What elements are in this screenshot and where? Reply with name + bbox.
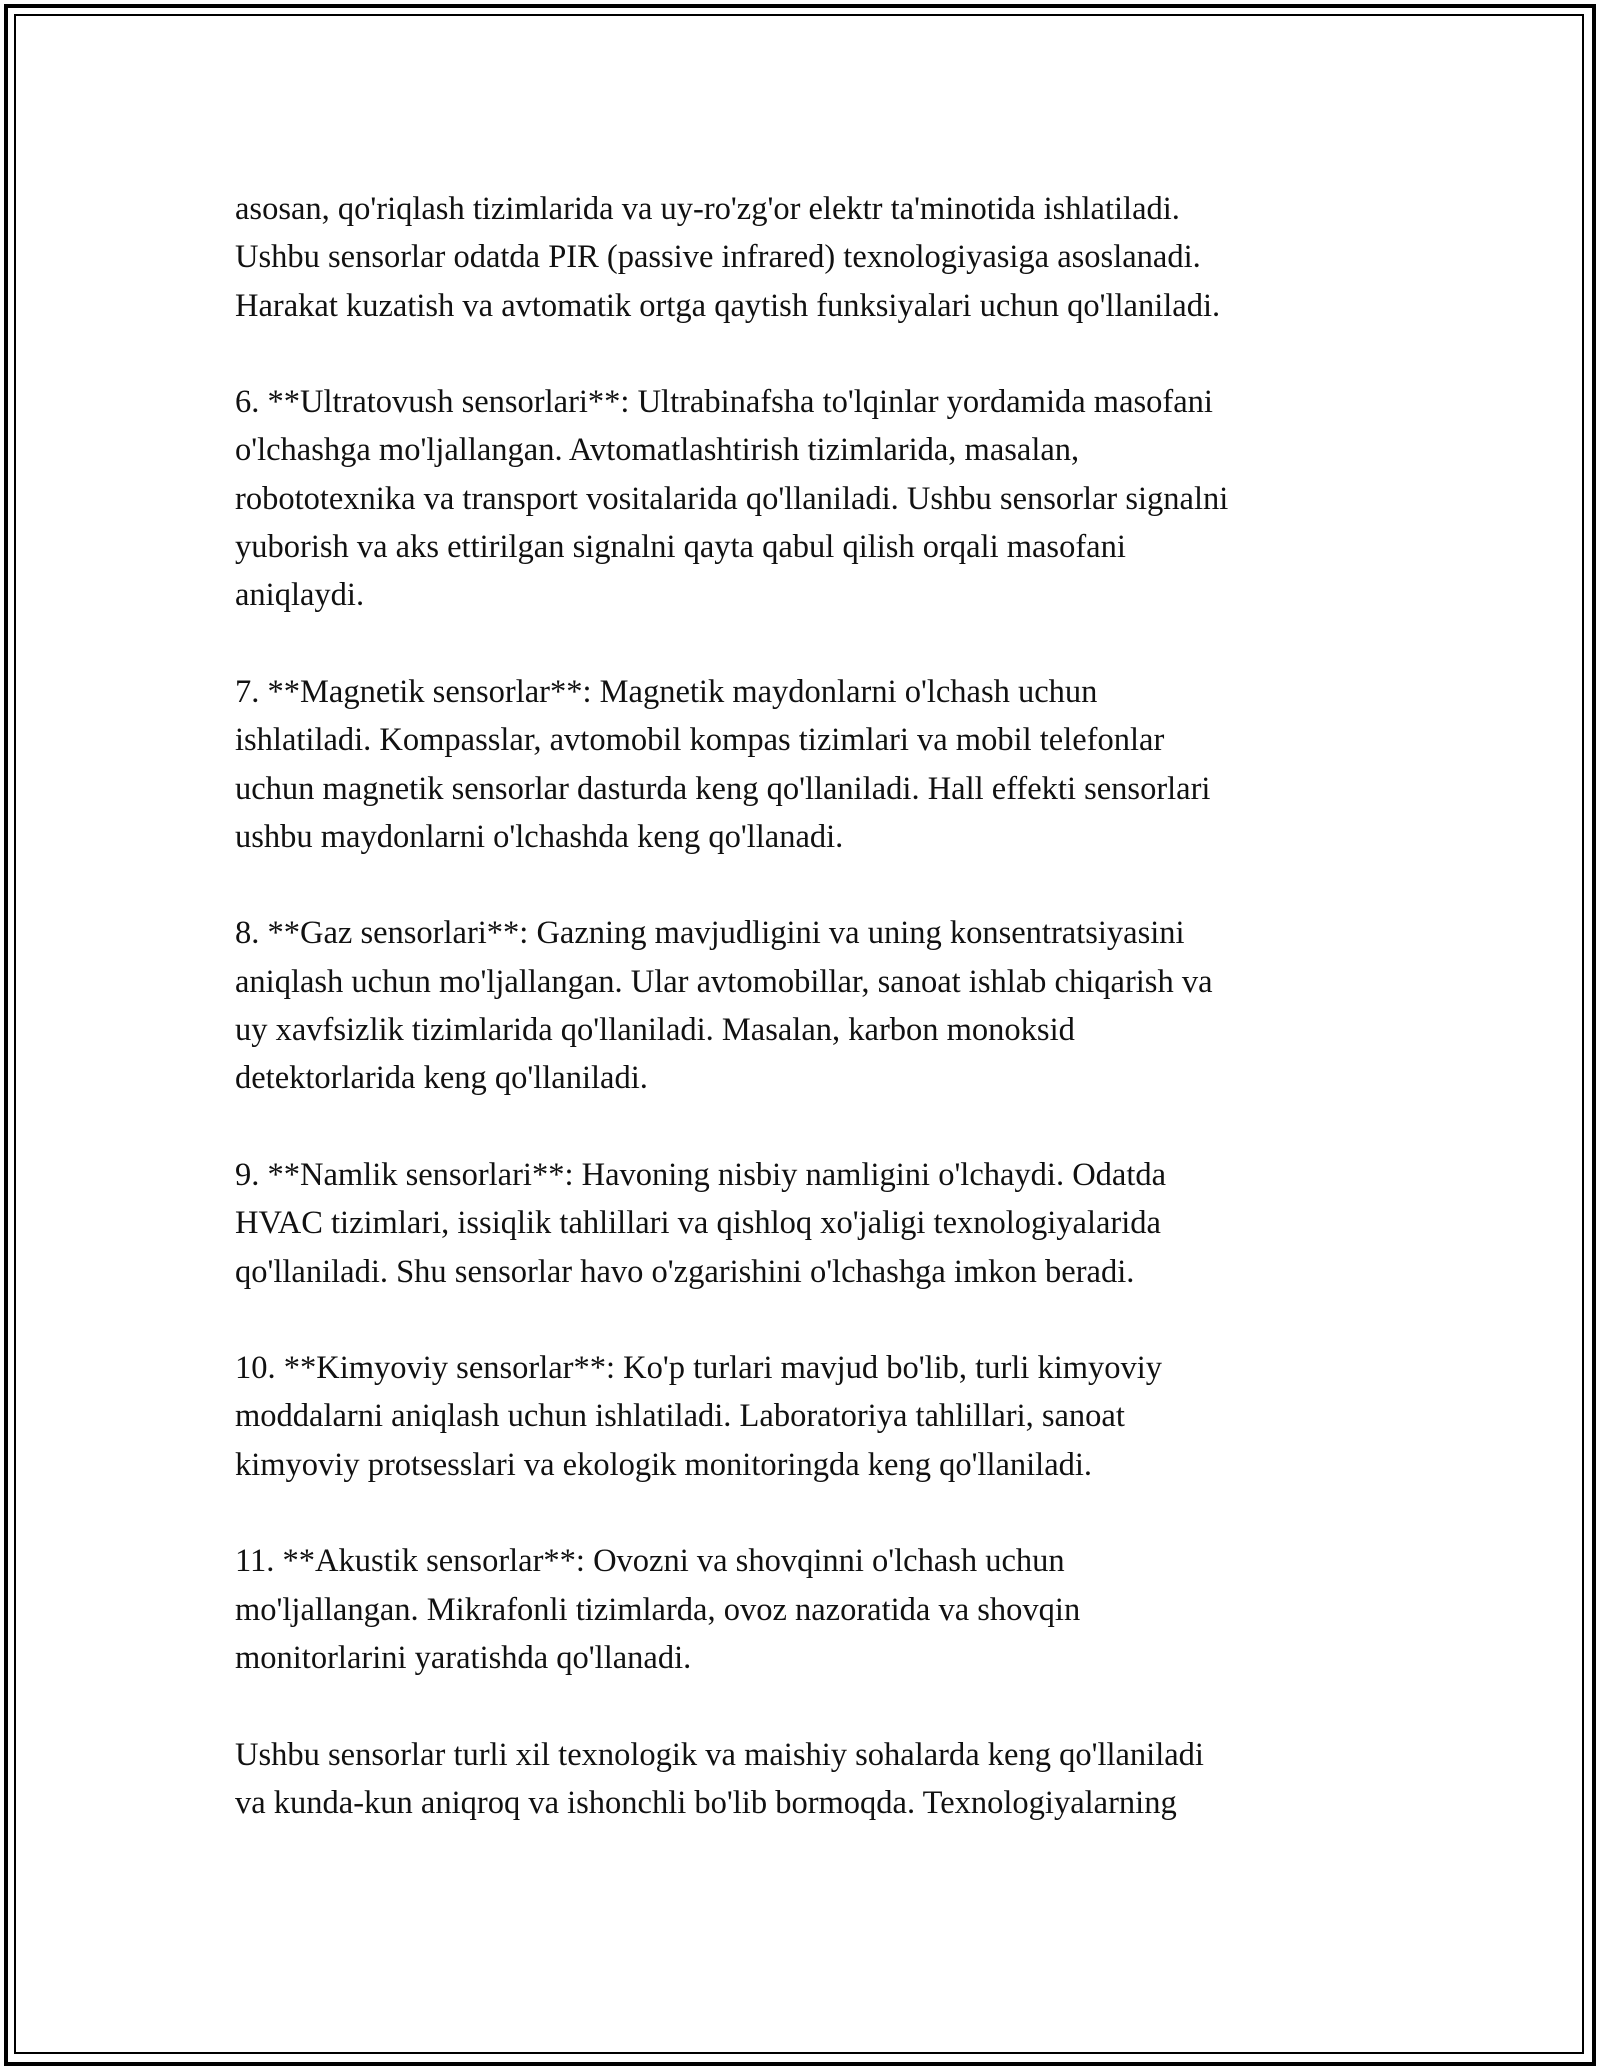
paragraph-conclusion (235, 1731, 1375, 1828)
paragraph-item-6-ultrasonic (235, 378, 1375, 619)
paragraph-intro-continuation (235, 185, 1375, 330)
text-line: yuborish va aks ettirilgan signalni qayta qabul qilish orqali masofani (235, 529, 1126, 566)
text-line: ishlatiladi. Kompasslar, avtomobil kompas tizimlari va mobil telefonlar (235, 722, 1165, 759)
text-line: Ushbu sensorlar turli xil texnologik va maishiy sohalarda keng qo'llaniladi (235, 1736, 1204, 1773)
paragraph-item-9-humidity (235, 1151, 1375, 1296)
text-line: 10. **Kimyoviy sensorlar**: Ko'p turlari mavjud bo'lib, turli kimyoviy (235, 1350, 1163, 1387)
text-line: 9. **Namlik sensorlari**: Havoning nisbiy namligini o'lchaydi. Odatda (235, 1156, 1167, 1193)
paragraph-item-8-gas (235, 909, 1375, 1102)
paragraph-item-7-magnetic (235, 668, 1375, 861)
text-line: HVAC tizimlari, issiqlik tahlillari va qishloq xo'jaligi texnologiyalarida (235, 1205, 1161, 1242)
text-line: aniqlash uchun mo'ljallangan. Ular avtomobillar, sanoat ishlab chiqarish va (235, 963, 1213, 1000)
text-line: aniqlaydi. (235, 577, 365, 614)
text-line: 6. **Ultratovush sensorlari**: Ultrabinafsha to'lqinlar yordamida masofani (235, 384, 1213, 421)
paragraph-item-11-acoustic (235, 1537, 1375, 1682)
text-line: moddalarni aniqlash uchun ishlatiladi. Laboratoriya tahlillari, sanoat (235, 1398, 1125, 1435)
text-line: qo'llaniladi. Shu sensorlar havo o'zgarishini o'lchashga imkon beradi. (235, 1253, 1135, 1290)
text-line: va kunda-kun aniqroq va ishonchli bo'lib bormoqda. Texnologiyalarning (235, 1784, 1177, 1821)
paragraph-item-10-chemical (235, 1344, 1375, 1489)
text-line: monitorlarini yaratishda qo'llanadi. (235, 1639, 692, 1676)
text-line: uchun magnetik sensorlar dasturda keng qo'llaniladi. Hall effekti sensorlari (235, 770, 1211, 807)
text-line: mo'ljallangan. Mikrafonli tizimlarda, ovoz nazoratida va shovqin (235, 1591, 1081, 1628)
text-line: 8. **Gaz sensorlari**: Gazning mavjudligini va uning konsentratsiyasini (235, 915, 1185, 952)
text-line: o'lchashga mo'ljallangan. Avtomatlashtirish tizimlarida, masalan, (235, 432, 1080, 469)
text-line: detektorlarida keng qo'llaniladi. (235, 1060, 648, 1097)
text-line: uy xavfsizlik tizimlarida qo'llaniladi. Masalan, karbon monoksid (235, 1012, 1075, 1049)
text-line: robototexnika va transport vositalarida qo'llaniladi. Ushbu sensorlar signalni (235, 480, 1229, 517)
text-line: Ushbu sensorlar odatda PIR (passive infrared) texnologiyasiga asoslanadi. (235, 239, 1201, 276)
text-line: Harakat kuzatish va avtomatik ortga qaytish funksiyalari uchun qo'llaniladi. (235, 287, 1221, 324)
document-body (235, 185, 1375, 1827)
text-line: 7. **Magnetik sensorlar**: Magnetik maydonlarni o'lchash uchun (235, 673, 1098, 710)
text-line: kimyoviy protsesslari va ekologik monitoringda keng qo'llaniladi. (235, 1446, 1093, 1483)
text-line: 11. **Akustik sensorlar**: Ovozni va shovqinni o'lchash uchun (235, 1543, 1065, 1580)
text-line: asosan, qo'riqlash tizimlarida va uy-ro'zg'or elektr ta'minotida ishlatiladi. (235, 191, 1180, 227)
text-line: ushbu maydonlarni o'lchashda keng qo'llanadi. (235, 818, 844, 855)
